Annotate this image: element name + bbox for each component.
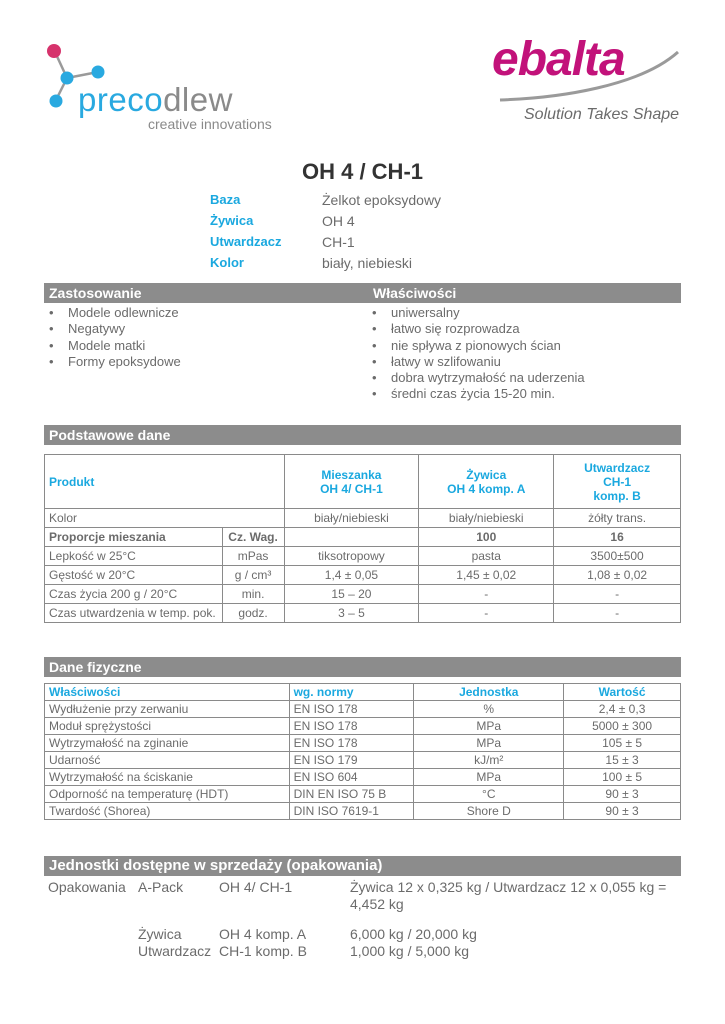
table-row: Odporność na temperaturę (HDT) DIN EN ISO 75 B °C 90 ± 3 — [45, 786, 681, 803]
table-row: Gęstość w 20°C g / cm³ 1,4 ± 0,05 1,45 ± 0,02 1,08 ± 0,02 — [45, 566, 681, 585]
list-item: • dobra wytrzymałość na uderzenia — [367, 370, 585, 386]
list-item: • Modele matki — [44, 338, 181, 354]
list-item: • łatwy w szlifowaniu — [367, 354, 585, 370]
list-item: • nie spływa z pionowych ścian — [367, 338, 585, 354]
table-row: Proporcje mieszania Cz. Wag. 100 16 — [45, 528, 681, 547]
list-item: • uniwersalny — [367, 305, 585, 321]
table-row: Moduł sprężystości EN ISO 178 MPa 5000 ± 300 — [45, 718, 681, 735]
packaging-product: OH 4 komp. A — [219, 926, 307, 942]
col-property: Właściwości — [45, 684, 290, 701]
section-header-properties: Właściwości — [373, 285, 457, 301]
table-row: Wydłużenie przy zerwaniu EN ISO 178 % 2,4 ± 0,3 — [45, 701, 681, 718]
packaging-pack-type: Żywica — [138, 926, 182, 942]
ebalta-wordmark: ebalta — [492, 33, 625, 86]
section-header-physical: Dane fizyczne — [44, 657, 681, 677]
packaging-label: Opakowania — [48, 879, 126, 895]
spec-label: Kolor — [210, 255, 244, 270]
list-item: • Formy epoksydowe — [44, 354, 181, 370]
packaging-pack-type: Utwardzacz — [138, 943, 212, 959]
col-product: Produkt — [45, 455, 285, 509]
packaging-product: CH-1 komp. B — [219, 943, 307, 959]
packaging-contents: 6,000 kg / 20,000 kg — [350, 926, 477, 942]
table-row: Kolor biały/niebieski biały/niebieski żółty trans. — [45, 509, 681, 528]
ebalta-tagline: Solution Takes Shape — [524, 106, 680, 123]
spec-value: Żelkot epoksydowy — [322, 192, 442, 208]
section-header-application: Zastosowanie Właściwości — [44, 283, 681, 303]
col-unit: Jednostka — [414, 684, 564, 701]
spec-value: CH-1 — [322, 234, 355, 250]
section-header-packaging: Jednostki dostępne w sprzedaży (opakowania) — [44, 856, 681, 876]
list-item: • Negatywy — [44, 321, 181, 337]
properties-list — [367, 305, 585, 403]
spec-label: Baza — [210, 192, 241, 207]
col-hardener: Utwardzacz CH-1 komp. B — [554, 455, 681, 509]
page-title: OH 4 / CH-1 — [301, 159, 424, 184]
list-item: • średni czas życia 15-20 min. — [367, 386, 585, 402]
table-row: Udarność EN ISO 179 kJ/m² 15 ± 3 — [45, 752, 681, 769]
list-item: • łatwo się rozprowadza — [367, 321, 585, 337]
col-mix: Mieszanka OH 4/ CH-1 — [284, 455, 419, 509]
physical-data-table — [44, 683, 681, 820]
section-header-basic: Podstawowe dane — [44, 425, 681, 445]
col-value: Wartość — [564, 684, 681, 701]
packaging-pack-type: A-Pack — [138, 879, 184, 895]
spec-value: OH 4 — [322, 213, 355, 229]
application-list — [44, 305, 181, 370]
packaging-contents: 1,000 kg / 5,000 kg — [350, 943, 470, 959]
list-item: • Modele odlewnicze — [44, 305, 181, 321]
packaging-contents: Żywica 12 x 0,325 kg / Utwardzacz 12 x 0,055 kg = 4,452 kg — [350, 879, 667, 912]
col-resin: Żywica OH 4 komp. A — [419, 455, 554, 509]
table-row: Wytrzymałość na zginanie EN ISO 178 MPa 105 ± 5 — [45, 735, 681, 752]
basic-data-table — [44, 454, 681, 623]
precodlew-wordmark: precodlew — [78, 81, 233, 118]
spec-value: biały, niebieski — [322, 255, 413, 271]
table-row: Czas utwardzenia w temp. pok. godz. 3 – 5 - - — [45, 604, 681, 623]
table-row: Twardość (Shorea) DIN ISO 7619-1 Shore D 90 ± 3 — [45, 803, 681, 820]
packaging-product: OH 4/ CH-1 — [219, 879, 293, 895]
precodlew-tagline: creative innovations — [148, 116, 272, 132]
spec-label: Żywica — [210, 213, 254, 228]
table-row: Czas życia 200 g / 20°C min. 15 – 20 - - — [45, 585, 681, 604]
table-row: Wytrzymałość na ściskanie EN ISO 604 MPa 100 ± 5 — [45, 769, 681, 786]
spec-label: Utwardzacz — [210, 234, 282, 249]
table-row: Lepkość w 25°C mPas tiksotropowy pasta 3500±500 — [45, 547, 681, 566]
col-standard: wg. normy — [289, 684, 414, 701]
